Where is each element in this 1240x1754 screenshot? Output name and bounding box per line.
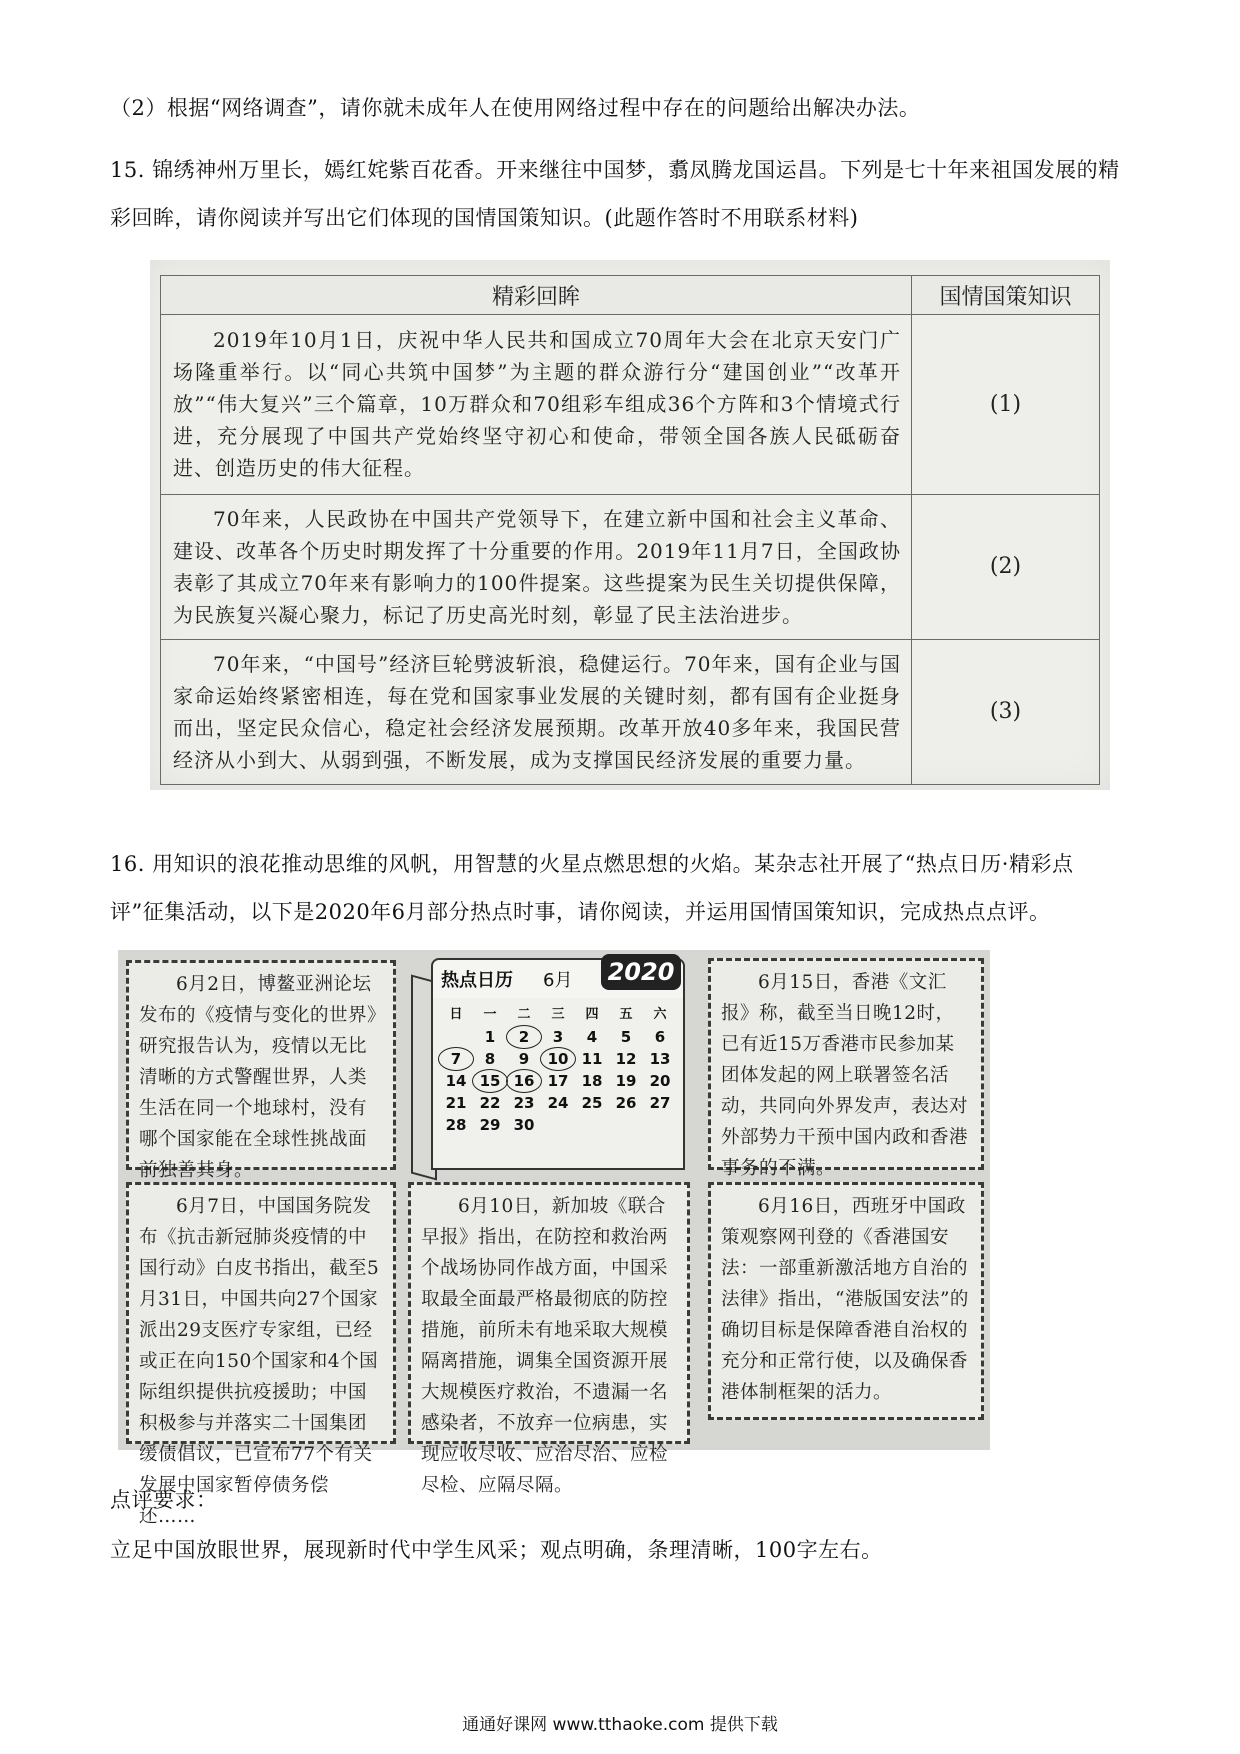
calendar-day: 17 xyxy=(547,1072,569,1090)
event-text: 6月15日，香港《文汇报》称，截至当日晚12时，已有近15万香港市民参加某团体发起的网上联署签名活动，共同向外界发声，表达对外部势力干预中国内政和香港事务的不满。 xyxy=(721,972,969,1179)
calendar-title: 热点日历 xyxy=(441,970,513,991)
comment-req-label: 点评要求： xyxy=(110,1488,218,1512)
calendar-weekday: 六 xyxy=(653,1007,667,1022)
calendar-week-row xyxy=(439,1092,677,1114)
calendar-day: 26 xyxy=(615,1094,637,1112)
event-text: 6月7日，中国国务院发布《抗击新冠肺炎疫情的中国行动》白皮书指出，截至5月31日，中国共向27个国家派出29支医疗专家组，已经或正在向150个国家和4个国际组织提供抗疫援助；中国积极参与并落实二十国集团缓债倡议，已宣布77个有关发展中国家暂停债务偿还…… xyxy=(139,1196,380,1527)
calendar-day-starred: 15 xyxy=(473,1070,507,1092)
review-text: 70年来，人民政协在中国共产党领导下，在建立新中国和社会主义革命、建设、改革各个历史时期发挥了十分重要的作用。2019年11月7日，全国政协表彰了其成立70年来有影响力的100件提案。这些提案为民生关切提供保障，为民族复兴凝心聚力，标记了历史高光时刻，彰显了民主法治进步。 xyxy=(161,494,912,639)
calendar-day: 25 xyxy=(581,1094,603,1112)
calendar-day: 28 xyxy=(445,1116,467,1134)
review-text: 2019年10月1日，庆祝中华人民共和国成立70周年大会在北京天安门广场隆重举行。以“同心共筑中国梦”为主题的群众游行分“建国创业”“改革开放”“伟大复兴”三个篇章，10万群众和70组彩车组成36个方阵和3个情境式行进，充分展现了中国共产党始终坚守初心和使命，带领全国各族人民砥砺奋进、创造历史的伟大征程。 xyxy=(161,315,912,495)
calendar-week-row xyxy=(439,1114,677,1136)
table-row xyxy=(161,494,1100,639)
calendar-weekday: 三 xyxy=(551,1007,565,1022)
calendar-grid xyxy=(439,1004,677,1136)
event-box-june2 xyxy=(126,960,396,1181)
q15-line1: 15. 锦绣神州万里长，嫣红姹紫百花香。开来继往中国梦，翥凤腾龙国运昌。下列是七十年来祖国发展的精 xyxy=(110,158,1120,182)
q16-line1: 16. 用知识的浪花推动思维的风帆，用智慧的火星点燃思想的火焰。某杂志社开展了“热点日历·精彩点 xyxy=(110,852,1074,876)
calendar-weekday: 一 xyxy=(483,1007,497,1022)
calendar-day: 6 xyxy=(654,1028,666,1046)
calendar-header xyxy=(431,958,685,1002)
event-text: 6月10日，新加坡《联合早报》指出，在防控和救治两个战场协同作战方面，中国采取最全面最严格最彻底的防控措施，前所未有地采取大规模隔离措施，调集全国资源开展大规模医疗救治，不遗漏一名感染者，不放弃一位病患，实现应收尽收、应治尽治、应检尽检、应隔尽隔。 xyxy=(421,1196,669,1496)
calendar-day: 19 xyxy=(615,1072,637,1090)
calendar-day: 5 xyxy=(620,1028,632,1046)
calendar-day: 1 xyxy=(484,1028,496,1046)
col-header-knowledge: 国情国策知识 xyxy=(912,276,1100,315)
calendar-day-starred: 10 xyxy=(541,1048,575,1070)
event-box-june15 xyxy=(708,958,984,1179)
calendar-body xyxy=(431,998,685,1170)
answer-slot: (2) xyxy=(912,494,1100,639)
calendar-day xyxy=(439,1026,473,1048)
calendar-day: 23 xyxy=(513,1094,535,1112)
review-table-photo xyxy=(150,260,1110,790)
calendar-weekday: 日 xyxy=(449,1007,463,1022)
calendar-day xyxy=(609,1114,643,1136)
calendar-day: 29 xyxy=(479,1116,501,1134)
calendar-week-row xyxy=(439,1048,677,1070)
calendar-weekday-row xyxy=(439,1004,677,1026)
answer-slot: (3) xyxy=(912,639,1100,784)
comment-req-text: 立足中国放眼世界，展现新时代中学生风采；观点明确，条理清晰，100字左右。 xyxy=(110,1538,883,1562)
calendar-day: 9 xyxy=(518,1050,530,1068)
calendar-day: 12 xyxy=(615,1050,637,1068)
calendar-day: 11 xyxy=(581,1050,603,1068)
review-table xyxy=(160,275,1100,785)
event-text: 6月16日，西班牙中国政策观察网刊登的《香港国安法：一部重新激活地方自治的法律》指出，“港版国安法”的确切目标是保障香港自治权的充分和正常行使，以及确保香港体制框架的活力。 xyxy=(721,1196,969,1403)
table-row xyxy=(161,639,1100,784)
calendar-day: 14 xyxy=(445,1072,467,1090)
table-row xyxy=(161,315,1100,495)
calendar-day xyxy=(541,1114,575,1136)
event-box-june10 xyxy=(408,1182,690,1496)
calendar-year: 2020 xyxy=(601,954,681,990)
calendar-day: 8 xyxy=(484,1050,496,1068)
calendar-day: 27 xyxy=(649,1094,671,1112)
col-header-review: 精彩回眸 xyxy=(161,276,912,315)
event-text: 6月2日，博鳌亚洲论坛发布的《疫情与变化的世界》研究报告认为，疫情以无比清晰的方式警醒世界，人类生活在同一个地球村，没有哪个国家能在全球性挑战面前独善其身。 xyxy=(139,974,377,1181)
calendar-week-row xyxy=(439,1070,677,1092)
review-text: 70年来，“中国号”经济巨轮劈波斩浪，稳健运行。70年来，国有企业与国家命运始终紧密相连，每在党和国家事业发展的关键时刻，都有国有企业挺身而出，坚定民众信心，稳定社会经济发展预期。改革开放40多年来，我国民营经济从小到大、从弱到强，不断发展，成为支撑国民经济发展的重要力量。 xyxy=(161,639,912,784)
calendar-day xyxy=(643,1114,677,1136)
calendar-day xyxy=(575,1114,609,1136)
calendar-day: 22 xyxy=(479,1094,501,1112)
calendar-day: 13 xyxy=(649,1050,671,1068)
calendar-day-starred: 7 xyxy=(439,1048,473,1070)
calendar-month: 6月 xyxy=(543,970,573,991)
calendar-day: 4 xyxy=(586,1028,598,1046)
calendar-weekday: 二 xyxy=(517,1007,531,1022)
calendar-weekday: 五 xyxy=(619,1007,633,1022)
calendar-weekday: 四 xyxy=(585,1007,599,1022)
event-box-june16 xyxy=(708,1182,984,1420)
answer-slot: (1) xyxy=(912,315,1100,495)
calendar-day: 21 xyxy=(445,1094,467,1112)
page-footer: 通通好课网 www.tthaoke.com 提供下载 xyxy=(462,1715,778,1735)
q16-line2: 评”征集活动，以下是2020年6月部分热点时事，请你阅读，并运用国情国策知识，完成热点点评。 xyxy=(110,900,1051,924)
calendar-day: 18 xyxy=(581,1072,603,1090)
calendar-day: 3 xyxy=(552,1028,564,1046)
calendar-day-starred: 16 xyxy=(507,1070,541,1092)
calendar-day: 20 xyxy=(649,1072,671,1090)
calendar-day: 24 xyxy=(547,1094,569,1112)
q15-line2: 彩回眸，请你阅读并写出它们体现的国情国策知识。(此题作答时不用联系材料) xyxy=(110,206,859,230)
calendar-week-row xyxy=(439,1026,677,1048)
calendar-day: 30 xyxy=(513,1116,535,1134)
hot-calendar xyxy=(411,958,691,1168)
calendar-day-starred: 2 xyxy=(507,1026,541,1048)
q14-sub2: （2）根据“网络调查”，请你就未成年人在使用网络过程中存在的问题给出解决办法。 xyxy=(110,96,921,120)
